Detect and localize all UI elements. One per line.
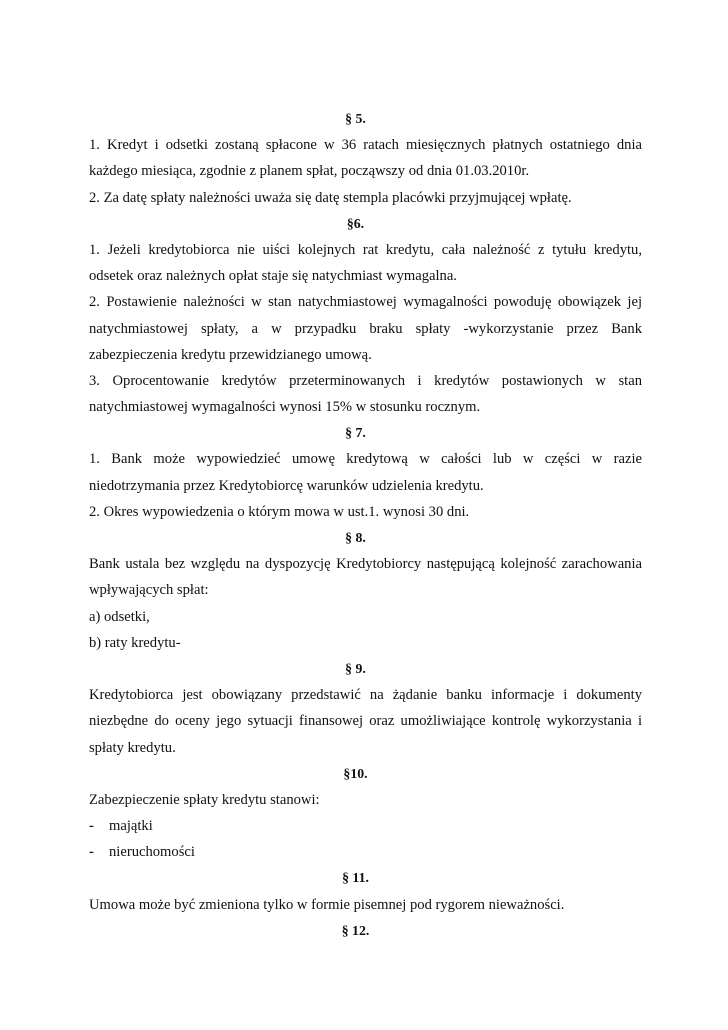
paragraph-line: każdego miesiąca, zgodnie z planem spłat, począwszy od dnia 01.03.2010r. <box>89 163 530 180</box>
section-heading <box>89 525 642 551</box>
paragraph-line: Kredytobiorca jest obowiązany przedstawić na żądanie banku informacje i dokumenty <box>89 687 642 704</box>
section-heading <box>89 761 642 787</box>
section-heading-text: § 5. <box>345 111 366 126</box>
paragraph-line: Bank ustala bez względu na dyspozycję Kredytobiorcy następującą kolejność zarachowania <box>89 556 642 573</box>
bullet-item <box>89 813 642 839</box>
paragraph-line: zabezpieczenia kredytu przewidzianego umową. <box>89 346 372 363</box>
paragraph-line: spłaty kredytu. <box>89 739 176 756</box>
paragraph-line: 3. Oprocentowanie kredytów przeterminowanych i kredytów postawionych w stan <box>89 372 642 389</box>
section-heading <box>89 865 642 891</box>
section-heading <box>89 420 642 446</box>
paragraph-line: natychmiastowej wymagalności wynosi 15% w stosunku rocznym. <box>89 399 481 416</box>
paragraph-line: niedotrzymania przez Kredytobiorcę warunków udzielenia kredytu. <box>89 477 484 494</box>
paragraph-line: odsetek oraz należnych opłat staje się natychmiast wymagalna. <box>89 268 457 285</box>
paragraph-line: a) odsetki, <box>89 608 150 625</box>
bullet-dash: - <box>89 818 94 835</box>
section-heading-text: § 7. <box>345 425 366 441</box>
paragraph-line: 1. Bank może wypowiedzieć umowę kredytową w całości lub w części w razie <box>89 451 642 468</box>
bullet-text: majątki <box>109 818 153 835</box>
section-heading-text: § 11. <box>342 870 369 886</box>
bullet-text: nieruchomości <box>109 844 195 861</box>
document-page <box>89 106 642 944</box>
section-heading-text: § 12. <box>341 922 370 938</box>
paragraph-line: niezbędne do oceny jego sytuacji finansowej oraz umożliwiające kontrolę wykorzystania i <box>89 713 642 730</box>
section-heading-text: § 8. <box>345 530 366 545</box>
paragraph-line: 2. Za datę spłaty należności uważa się datę stempla placówki przyjmującej wpłatę. <box>89 189 572 206</box>
section-heading-text: §6. <box>346 215 365 231</box>
section-heading <box>89 656 642 682</box>
paragraph-line: 1. Jeżeli kredytobiorca nie uiści kolejnych rat kredytu, cała należność z tytułu kredytu, <box>89 241 642 258</box>
paragraph-line: b) raty kredytu- <box>89 634 181 651</box>
paragraph-line: Zabezpieczenie spłaty kredytu stanowi: <box>89 791 320 808</box>
paragraph-line: 1. Kredyt i odsetki zostaną spłacone w 36 ratach miesięcznych płatnych ostatniego dnia <box>89 137 642 154</box>
section-heading <box>89 211 642 237</box>
bullet-item <box>89 839 642 865</box>
section-heading-text: § 9. <box>345 660 366 676</box>
section-heading <box>89 918 642 944</box>
section-heading-text: §10. <box>343 765 368 781</box>
section-heading <box>89 106 642 132</box>
paragraph-line: 2. Postawienie należności w stan natychmiastowej wymagalności powoduję obowiązek jej <box>89 294 642 311</box>
paragraph-line: natychmiastowej spłaty, a w przypadku braku spłaty -wykorzystanie przez Bank <box>89 320 642 337</box>
paragraph-line: wpływających spłat: <box>89 582 209 599</box>
paragraph-line: Umowa może być zmieniona tylko w formie pisemnej pod rygorem nieważności. <box>89 896 565 913</box>
bullet-dash: - <box>89 844 94 861</box>
paragraph-line: 2. Okres wypowiedzenia o którym mowa w ust.1. wynosi 30 dni. <box>89 503 470 520</box>
